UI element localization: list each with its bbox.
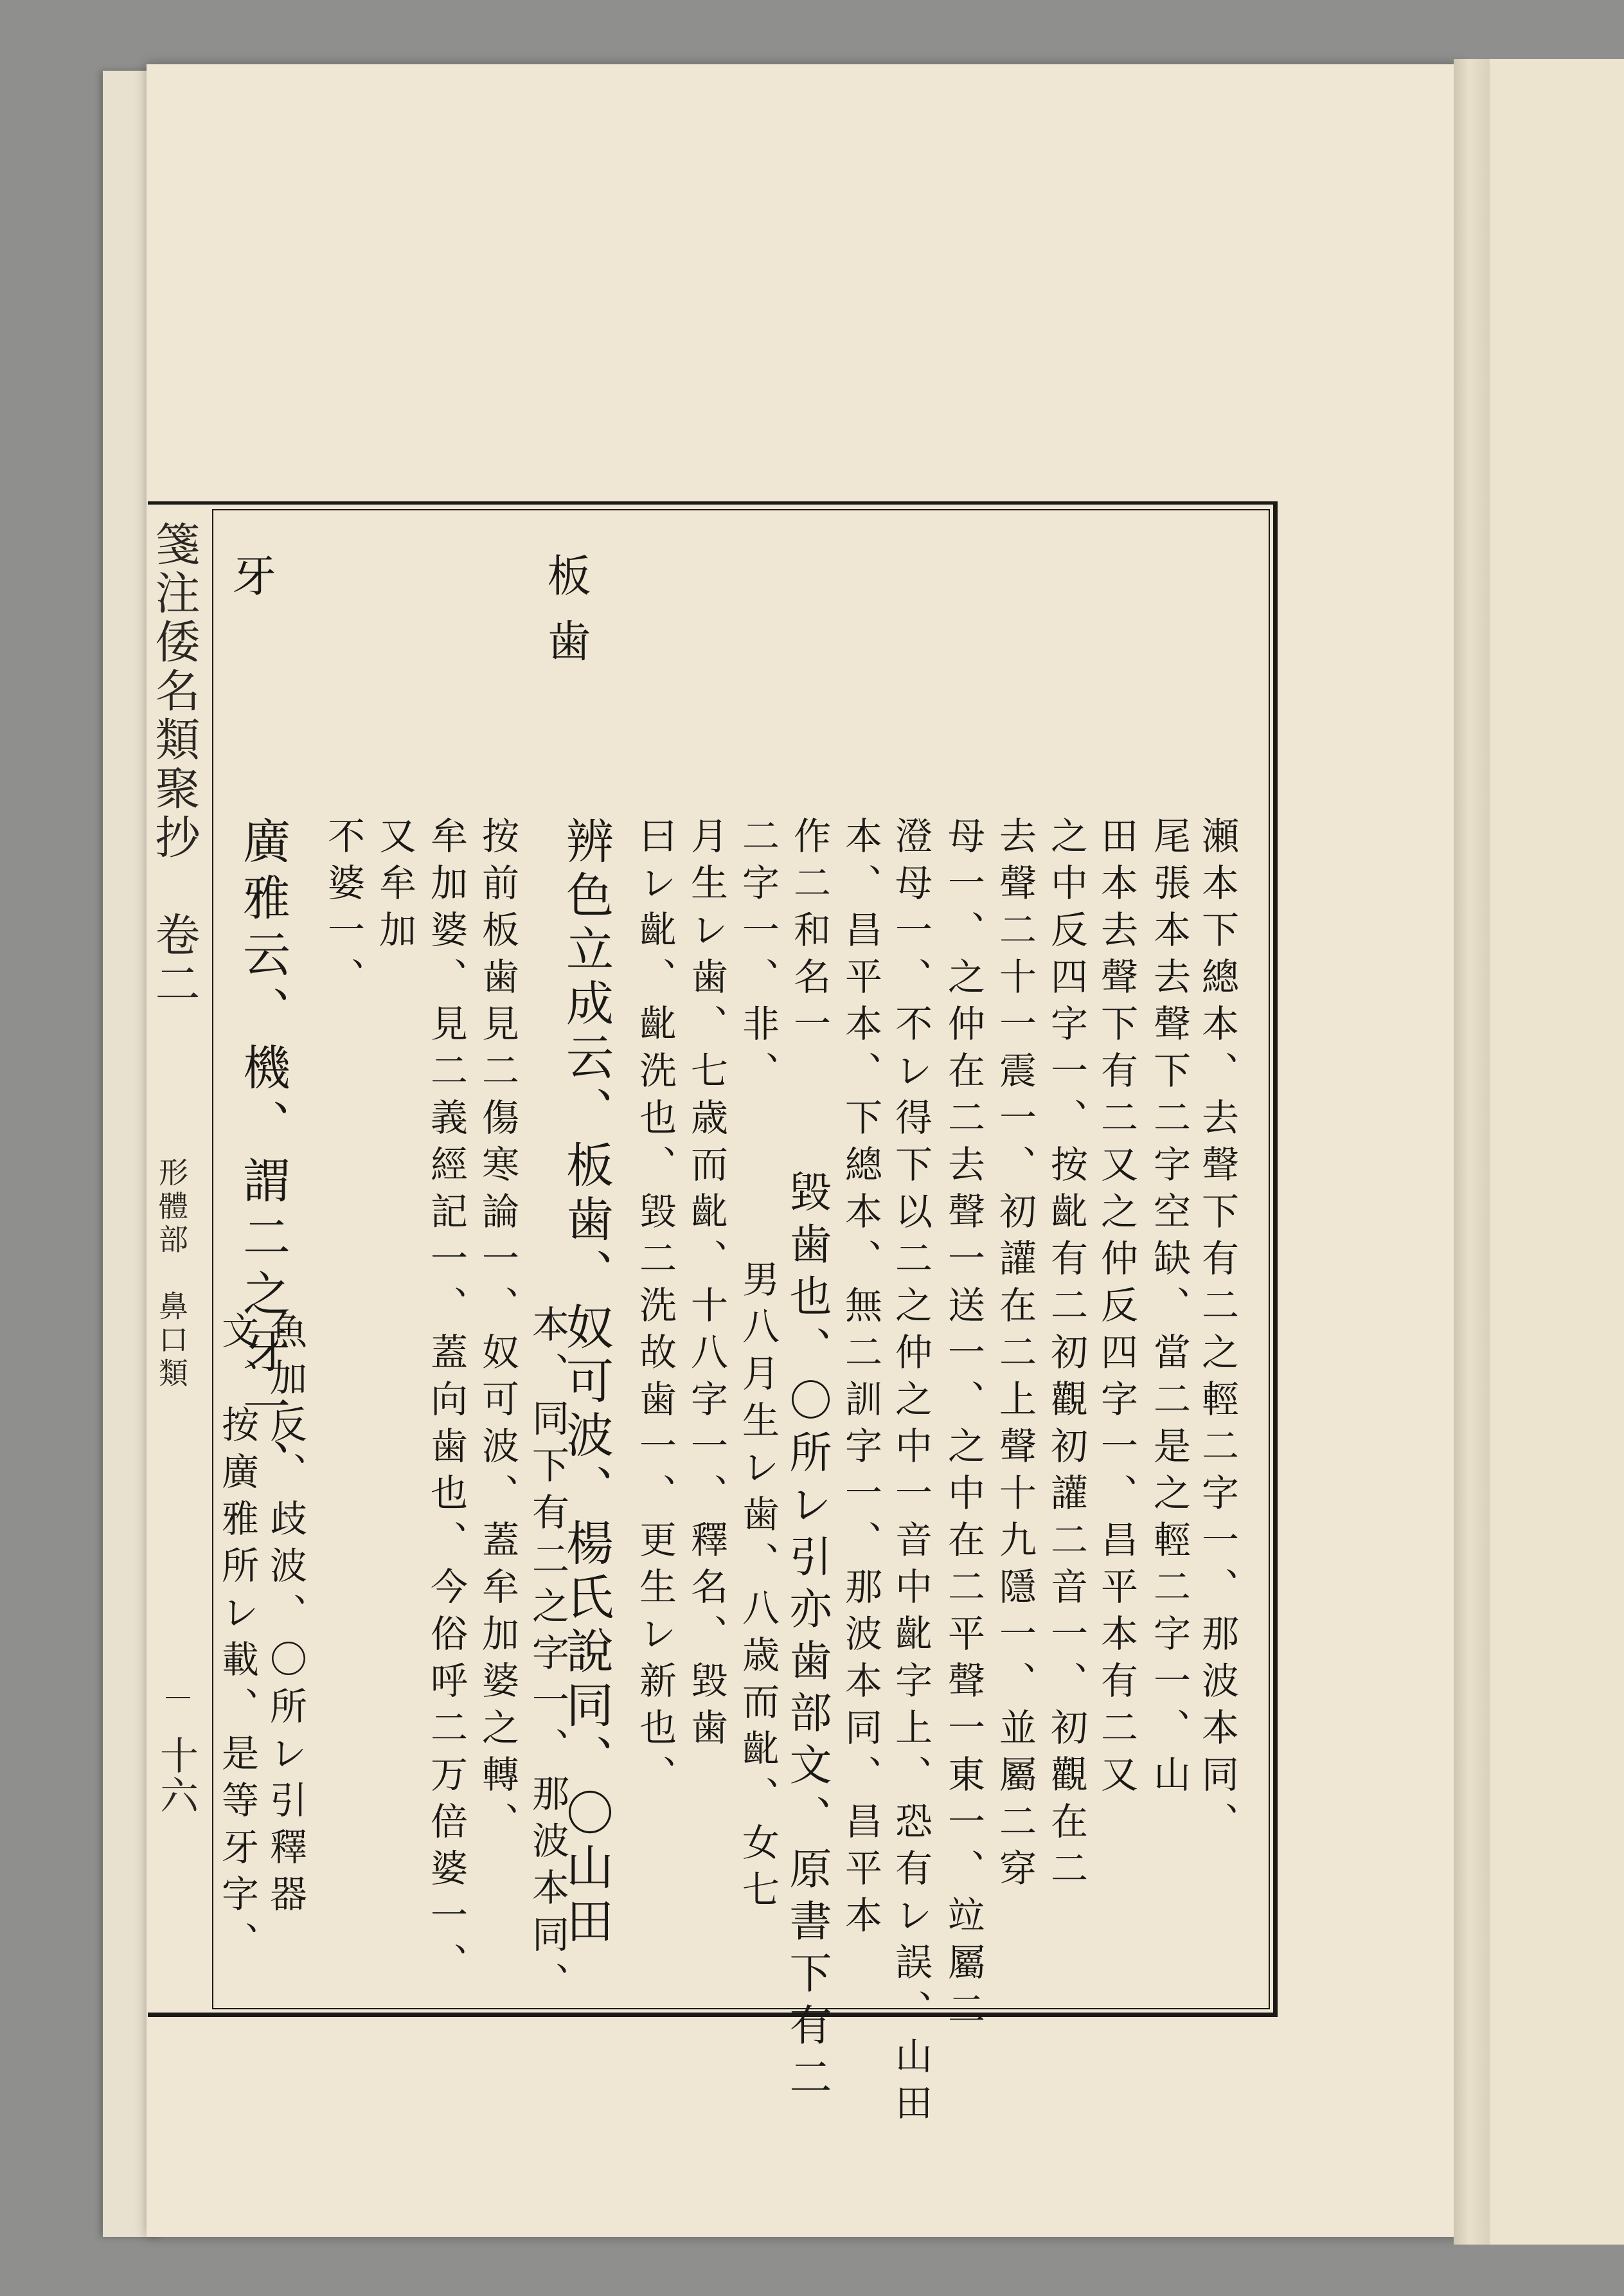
text-column: 月生レ歯、七歳而齔、十八字一、釋名、毀歯 — [684, 816, 728, 1755]
text-column: 母一、之仲在二去聲一送一、之中在二平聲一東一、竝屬二 — [941, 816, 985, 2036]
fold-mark — [166, 1697, 190, 1698]
text-column-quote: 廣雅云、機、謂二之牙一、 — [235, 816, 290, 1495]
text-column: 牟加婆、見二義經記一、蓋向歯也、今俗呼二万倍婆一、 — [424, 816, 468, 1989]
text-column: 魚加反、歧波、〇所レ引釋器 — [263, 1311, 307, 1921]
text-column: 按前板歯見二傷寒論一、奴可波、蓋牟加婆之轉、 — [476, 816, 519, 1849]
text-column: 去聲二十一震一、初讙在二上聲十九隱一、並屬二穿 — [993, 816, 1037, 1896]
text-column: 不婆一、 — [321, 816, 365, 1004]
text-column-quote: 毀歯也、〇所レ引亦歯部文、原書下有二 — [782, 1170, 832, 2107]
text-column: 又牟加 — [373, 816, 416, 957]
text-column: 曰レ齔、齔洗也、毀二洗故歯一、更生レ新也、 — [633, 816, 677, 1802]
text-column: 尾張本去聲下二字空缺、當二是之輕二字一、山 — [1147, 816, 1191, 1802]
text-column: 之中反四字一、按齔有二初觀初讙二音一、初觀在二 — [1044, 816, 1088, 1896]
text-column: 瀬本下總本、去聲下有二之輕二字一、那波本同、 — [1195, 816, 1239, 1849]
text-column: 澄母一、不レ得下以二之仲之中一音中齔字上、恐有レ誤、山田 — [889, 816, 932, 2130]
book-gutter — [1454, 59, 1492, 2245]
section-label: 形體部 鼻口類 — [154, 1157, 189, 1391]
text-column: 男八月生レ歯、八歳而齔、女七 — [736, 1260, 780, 1917]
text-column: 本、同下有二之字一、那波本同、 — [526, 1305, 569, 2009]
text-column: 二字一、非、 — [736, 816, 780, 1098]
headword-ge: 牙 — [225, 553, 276, 618]
text-column: 作二和名一 — [787, 816, 831, 1051]
text-column: 本、昌平本、下總本、無二訓字一、那波本同、昌平本 — [839, 816, 882, 1942]
text-column: 文、按廣雅所レ載、是等牙字、 — [215, 1311, 259, 1968]
running-title: 箋注倭名類聚抄 卷二 — [148, 521, 201, 1009]
text-column-quote: 辨色立成云、板歯、奴可波、楊氏說同、〇山田 — [558, 816, 614, 1950]
page-number: 十六 — [154, 1735, 199, 1815]
headword-itaba: 板歯 — [540, 553, 591, 684]
facing-page-edge — [1490, 59, 1624, 2245]
text-column: 田本去聲下有二又之仲反四字一、昌平本有二又 — [1094, 816, 1138, 1802]
